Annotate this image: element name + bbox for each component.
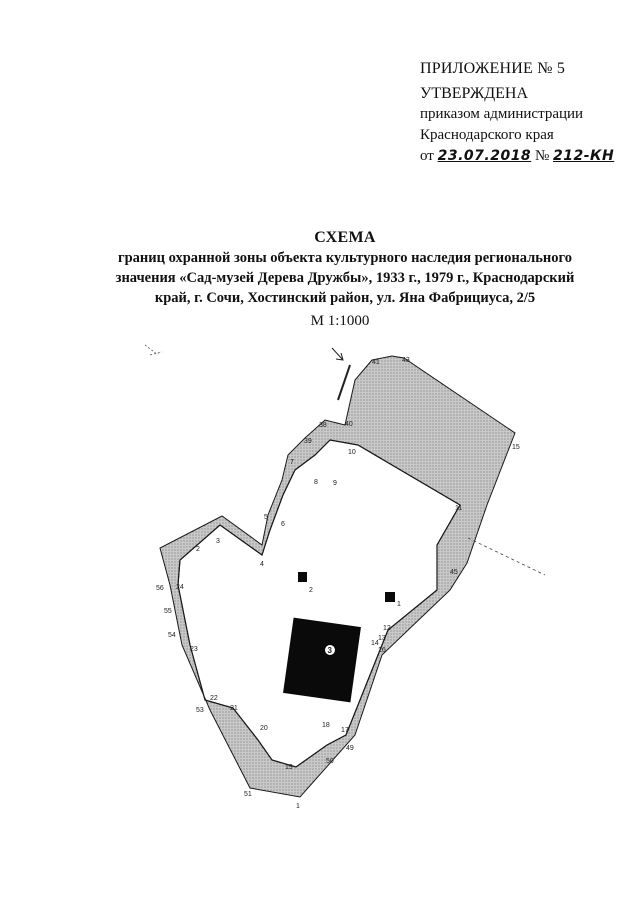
point-label: 50 (326, 758, 334, 765)
point-label: 53 (196, 707, 204, 714)
point-label: 6 (281, 521, 285, 528)
point-label: 49 (346, 745, 354, 752)
point-label: 11 (455, 505, 463, 512)
point-label: 17 (341, 727, 349, 734)
point-label: 14 (371, 640, 379, 647)
small-building-2 (298, 572, 307, 582)
building-annex (338, 626, 346, 632)
point-label: 5 (264, 514, 268, 521)
point-label: 51 (244, 791, 252, 798)
point-label: 23 (190, 646, 198, 653)
point-label: 56 (156, 585, 164, 592)
scale-label: М 1:1000 (310, 313, 370, 329)
point-label: 54 (168, 632, 176, 639)
point-label: 43 (402, 357, 410, 364)
point-label: 4 (260, 561, 264, 568)
point-label: 16 (378, 647, 386, 654)
point-label: 15 (512, 444, 520, 451)
corner-mark-icon (145, 345, 162, 355)
north-arrow-icon (332, 348, 343, 360)
small-building-1 (385, 592, 395, 602)
title-line-2: значения «Сад-музей Дерева Дружбы», 1933 г., 1979 г., Краснодарский (115, 270, 575, 286)
point-label: 13 (378, 635, 386, 642)
point-label: 2 (196, 546, 200, 553)
point-label: 41 (372, 359, 380, 366)
dashed-line-right (468, 538, 545, 575)
point-label: 20 (260, 725, 268, 732)
point-label: 45 (450, 569, 458, 576)
appendix-number: ПРИЛОЖЕНИЕ № 5 (420, 60, 566, 77)
point-label: 38 (319, 422, 327, 429)
point-label: 18 (322, 722, 330, 729)
object-marker-1-label: 1 (397, 601, 401, 608)
object-marker-3-label: 3 (327, 646, 332, 655)
point-label: 39 (304, 438, 312, 445)
point-label: 55 (164, 608, 172, 615)
point-label: 19 (285, 764, 293, 771)
point-label: 22 (210, 695, 218, 702)
dashed-line-top (338, 365, 350, 400)
scheme-title: СХЕМА (314, 229, 376, 246)
approval-line-2: Краснодарского края (420, 127, 554, 143)
handwritten-number: 212-КН (553, 148, 615, 164)
point-label: 21 (230, 705, 238, 712)
point-label: 1 (296, 803, 300, 810)
title-line-3: край, г. Сочи, Хостинский район, ул. Яна Фабрициуса, 2/5 (154, 290, 536, 306)
point-label: 3 (216, 538, 220, 545)
point-label: 40 (345, 421, 353, 428)
point-label: 12 (383, 625, 391, 632)
object-marker-2-label: 2 (309, 587, 313, 594)
number-prefix: № (534, 148, 550, 164)
point-label: 9 (333, 480, 337, 487)
main-building (283, 618, 361, 703)
point-label: 7 (290, 459, 294, 466)
point-label: 24 (176, 584, 184, 591)
approved-label: УТВЕРЖДЕНА (420, 85, 529, 102)
from-prefix: от (420, 148, 434, 164)
handwritten-date: 23.07.2018 (437, 148, 532, 164)
point-label: 10 (348, 449, 356, 456)
protection-zone-band (160, 356, 515, 797)
title-line-1: границ охранной зоны объекта культурного наследия регионального (118, 250, 572, 266)
point-label: 8 (314, 479, 318, 486)
approval-line-1: приказом администрации (420, 106, 584, 122)
